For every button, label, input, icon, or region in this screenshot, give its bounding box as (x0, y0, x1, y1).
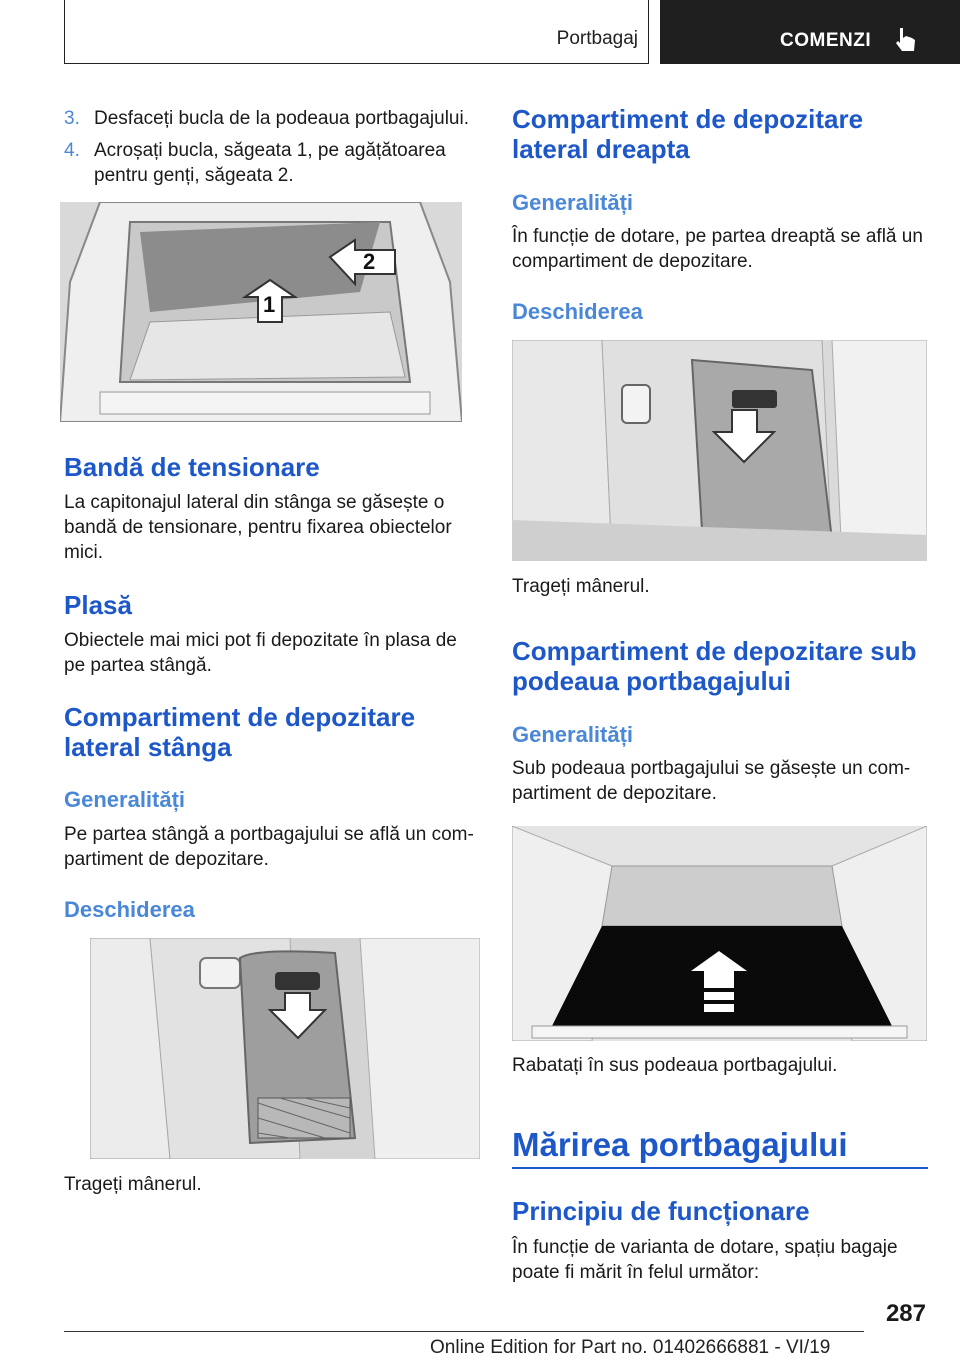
plasa-line-2: pe partea stângă. (64, 655, 212, 676)
step-4 (64, 138, 80, 163)
marire-title: Mărirea portbagajului (512, 1126, 848, 1163)
principiu-line-1: În funcție de varianta de dotare, spațiu bagaje (512, 1237, 898, 1258)
right-general-line-2: compartiment de depozitare. (512, 251, 753, 272)
banda-line-2: bandă de tensionare, pentru fixarea obiectelor (64, 517, 452, 538)
step-3 (64, 106, 80, 131)
step-3-text: Desfaceți bucla de la podeaua portbagajului. (94, 108, 469, 129)
right-general2-line-1: Sub podeaua portbagajului se găsește un com‐ (512, 758, 911, 779)
figure-arrow-label-1: 1 (263, 292, 276, 317)
trunk-cover-figure (60, 202, 462, 422)
comenzi-tab-label: COMENZI (780, 30, 872, 51)
plasa-line-1: Obiectele mai mici pot fi depozitate în plasa de (64, 630, 457, 651)
step-4-line-2: pentru genți, săgeata 2. (94, 165, 294, 186)
page-number: 287 (885, 1300, 926, 1327)
right-general-line-1: În funcție de dotare, pe partea dreaptă se află un (512, 226, 923, 247)
right-open-title: Deschiderea (512, 299, 643, 324)
plasa-title: Plasă (64, 590, 132, 620)
step-3-number: 3. (64, 108, 80, 129)
right-general-title: Generalități (512, 190, 634, 215)
right-caption-2: Rabatați în sus podeaua portbagajului. (512, 1055, 838, 1076)
right-compartment-figure (512, 340, 927, 561)
step-4-line-1: Acroșați bucla, săgeata 1, pe agățătoarea (94, 140, 446, 161)
banda-title: Bandă de tensionare (64, 452, 320, 482)
left-open-title: Deschiderea (64, 897, 195, 922)
left-general-title: Generalități (64, 787, 186, 812)
pointing-hand-icon (890, 24, 920, 54)
right-compartment-title-line-1: Compartiment de depozitare (512, 104, 864, 134)
section-title: Portbagaj (556, 28, 638, 49)
figure-arrow-label-2: 2 (363, 249, 376, 274)
step-4-number: 4. (64, 140, 80, 161)
footer-rule (64, 1331, 864, 1332)
under-floor-figure (512, 826, 927, 1041)
under-floor-title-line-1: Compartiment de depozitare sub (512, 636, 917, 666)
right-compartment-title-line-2: lateral dreapta (512, 134, 690, 164)
comenzi-tab[interactable] (660, 0, 960, 64)
right-general2-title: Generalități (512, 722, 634, 747)
left-compartment-title-line-2: lateral stânga (64, 732, 232, 762)
principiu-line-2: poate fi mărit în felul următor: (512, 1262, 760, 1283)
left-general-line-2: partiment de depozitare. (64, 849, 269, 870)
principiu-title: Principiu de funcționare (512, 1196, 810, 1226)
marire-rule (512, 1167, 928, 1169)
banda-line-1: La capitonajul lateral din stânga se găsește o (64, 492, 445, 513)
left-general-line-1: Pe partea stângă a portbagajului se află un com‐ (64, 824, 474, 845)
edition-footer: Online Edition for Part no. 01402666881 - VI/19 (430, 1337, 831, 1358)
right-caption-1: Trageți mânerul. (512, 576, 650, 597)
right-general2-line-2: partiment de depozitare. (512, 783, 717, 804)
left-compartment-title-line-1: Compartiment de depozitare (64, 702, 416, 732)
left-compartment-figure (90, 938, 480, 1159)
left-caption: Trageți mânerul. (64, 1174, 202, 1195)
banda-line-3: mici. (64, 542, 104, 563)
under-floor-title-line-2: podeaua portbagajului (512, 666, 791, 696)
